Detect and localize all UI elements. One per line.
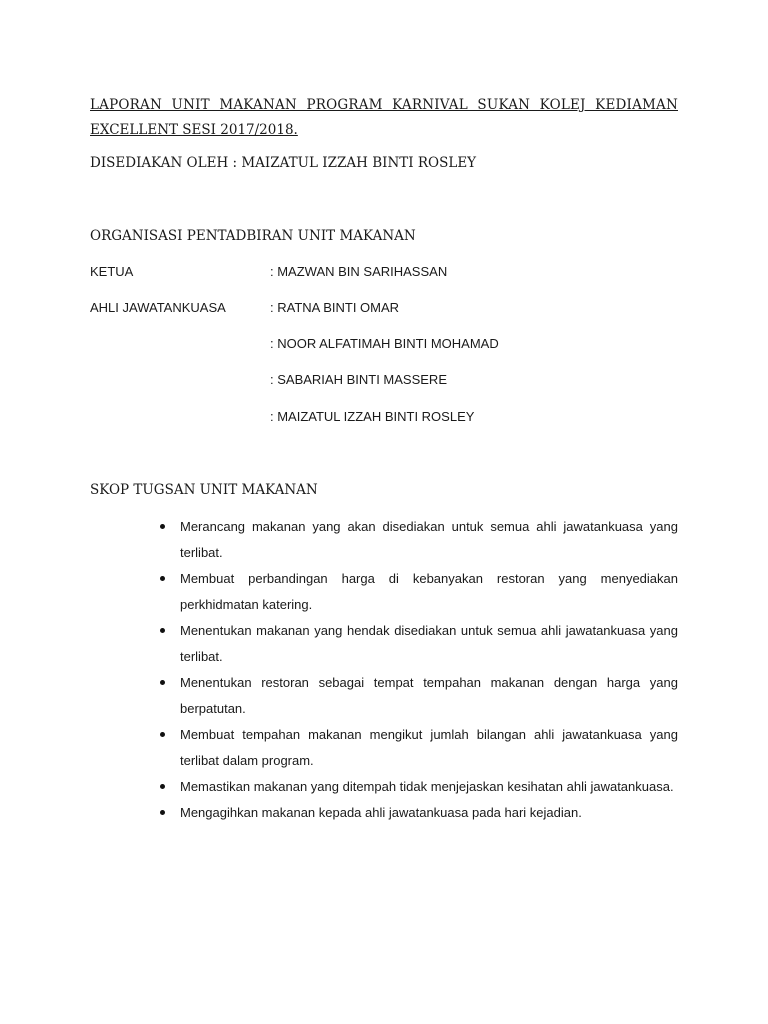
list-item xyxy=(160,800,678,826)
org-value: : NOOR ALFATIMAH BINTI MOHAMAD xyxy=(270,336,499,351)
org-label: KETUA xyxy=(90,264,134,279)
list-item-text: Menentukan restoran sebagai tempat tempahan makanan dengan harga yang berpatutan. xyxy=(180,675,678,716)
list-item-text: Membuat tempahan makanan mengikut jumlah bilangan ahli jawatankuasa yang terlibat dalam program. xyxy=(180,727,678,768)
org-value: : MAZWAN BIN SARIHASSAN xyxy=(270,264,448,279)
scope-list xyxy=(160,514,678,826)
bullet-icon xyxy=(160,524,165,529)
organisation-heading: ORGANISASI PENTADBIRAN UNIT MAKANAN xyxy=(90,228,416,244)
list-item xyxy=(160,514,678,566)
org-value: : SABARIAH BINTI MASSERE xyxy=(270,372,447,387)
list-item-text: Mengagihkan makanan kepada ahli jawatankuasa pada hari kejadian. xyxy=(180,805,582,820)
list-item xyxy=(160,722,678,774)
list-item-text: Merancang makanan yang akan disediakan untuk semua ahli jawatankuasa yang terlibat. xyxy=(180,519,678,560)
report-title-line-2: EXCELLENT SESI 2017/2018. xyxy=(90,122,298,138)
org-value: : RATNA BINTI OMAR xyxy=(270,300,400,315)
bullet-icon xyxy=(160,576,165,581)
prepared-by: DISEDIAKAN OLEH : MAIZATUL IZZAH BINTI ROSLEY xyxy=(90,155,477,171)
list-item xyxy=(160,566,678,618)
bullet-icon xyxy=(160,732,165,737)
list-item-text: Membuat perbandingan harga di kebanyakan restoran yang menyediakan perkhidmatan katering. xyxy=(180,571,678,612)
bullet-icon xyxy=(160,628,165,633)
scope-heading: SKOP TUGSAN UNIT MAKANAN xyxy=(90,482,318,498)
list-item-text: Memastikan makanan yang ditempah tidak menjejaskan kesihatan ahli jawatankuasa. xyxy=(180,779,674,794)
list-item-text: Menentukan makanan yang hendak disediakan untuk semua ahli jawatankuasa yang terlibat. xyxy=(180,623,678,664)
org-label: AHLI JAWATANKUASA xyxy=(90,300,226,315)
list-item xyxy=(160,618,678,670)
bullet-icon xyxy=(160,680,165,685)
org-value: : MAIZATUL IZZAH BINTI ROSLEY xyxy=(270,409,475,424)
list-item xyxy=(160,670,678,722)
list-item xyxy=(160,774,678,800)
bullet-icon xyxy=(160,810,165,815)
report-title-line-1: LAPORAN UNIT MAKANAN PROGRAM KARNIVAL SUKAN KOLEJ KEDIAMAN xyxy=(90,97,678,113)
bullet-icon xyxy=(160,784,165,789)
